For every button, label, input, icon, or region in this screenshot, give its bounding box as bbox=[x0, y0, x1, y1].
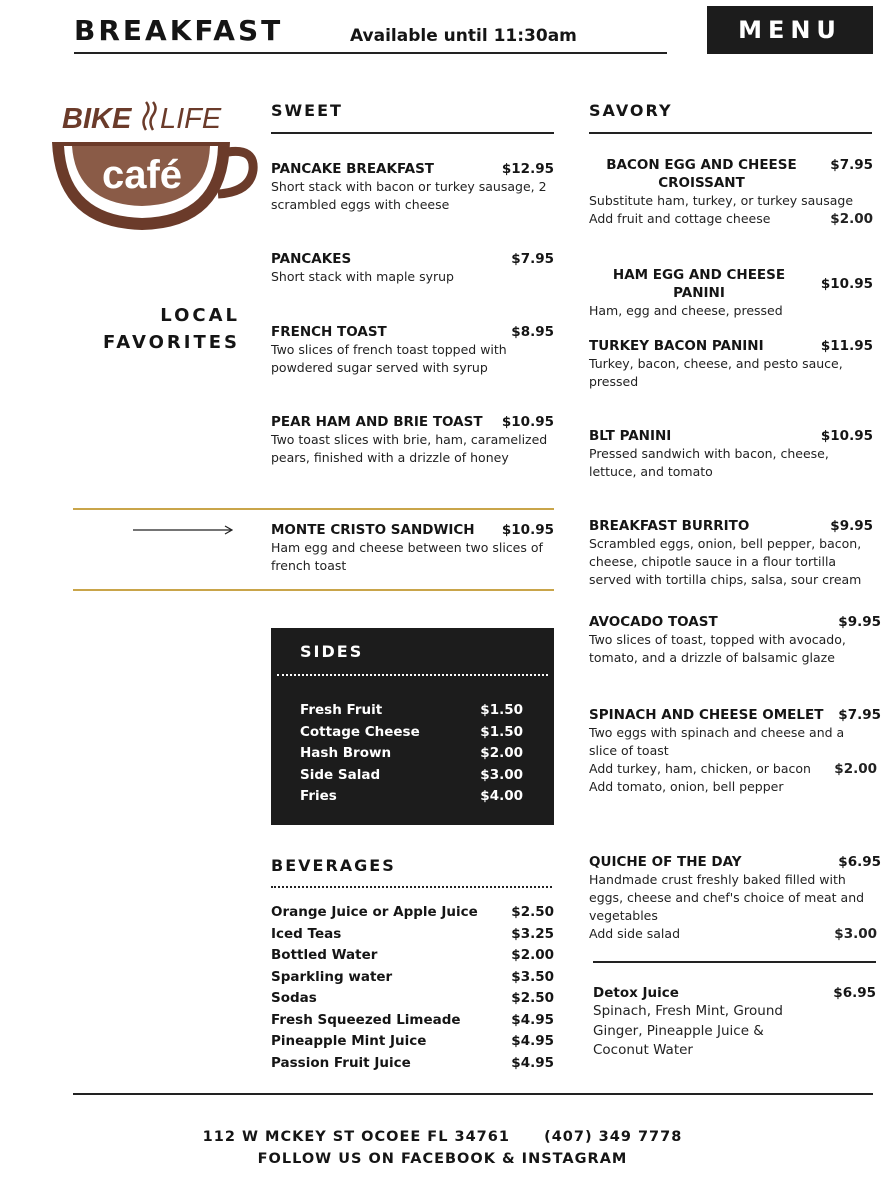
savory-heading: SAVORY bbox=[589, 101, 673, 120]
phone: (407) 349 7778 bbox=[544, 1129, 683, 1145]
savory-divider bbox=[589, 132, 872, 134]
sides-panel bbox=[271, 628, 554, 825]
menu-item: BACON EGG AND CHEESE CROISSANT $7.95 Substitute ham, turkey, or turkey sausage Add fruit and cottage cheese $2.00 bbox=[589, 157, 873, 227]
list-item: Bottled Water $2.00 bbox=[271, 947, 554, 963]
list-item: Passion Fruit Juice $4.95 bbox=[271, 1054, 554, 1071]
menu-item: PANCAKES $7.95 Short stack with maple syrup bbox=[271, 251, 554, 284]
steam-icon bbox=[144, 102, 149, 130]
menu-item: SPINACH AND CHEESE OMELET $7.95 Two eggs with spinach and cheese and a slice of toast Add turkey, ham, chicken, or bacon $2.00 Add tomato, onion, bell pepper bbox=[589, 707, 881, 794]
logo-bike-text: BIKE bbox=[62, 103, 132, 135]
menu-item: Detox Juice $6.95 Spinach, Fresh Mint, Ground Ginger, Pineapple Juice & Coconut Water bbox=[593, 985, 876, 1058]
address: 112 W MCKEY ST OCOEE FL 34761 bbox=[202, 1129, 510, 1145]
detox-divider bbox=[593, 961, 876, 963]
list-item: Iced Teas $3.25 bbox=[271, 925, 554, 942]
menu-item: BREAKFAST BURRITO $9.95 Scrambled eggs, onion, bell pepper, bacon, cheese, chipotle sauce in a flour tortilla served with tortilla chips, salsa, sour cream bbox=[589, 518, 873, 587]
sides-heading: SIDES bbox=[300, 642, 364, 661]
bike-life-cafe-logo bbox=[50, 100, 260, 235]
list-item: Hash Brown $2.00 bbox=[300, 745, 523, 761]
list-item: Fresh Fruit $1.50 bbox=[300, 702, 523, 718]
list-item: Fresh Squeezed Limeade $4.95 bbox=[271, 1011, 554, 1028]
featured-divider-top bbox=[73, 508, 554, 510]
availability-note: Available until 11:30am bbox=[350, 26, 577, 46]
menu-badge: MENU bbox=[707, 6, 873, 54]
logo-cafe-text: café bbox=[101, 153, 183, 197]
list-item: Orange Juice or Apple Juice $2.50 bbox=[271, 904, 554, 920]
header-divider bbox=[74, 52, 667, 54]
local-favorites-label: LOCAL FAVORITES bbox=[103, 305, 240, 353]
beverages-list bbox=[271, 902, 554, 1074]
menu-item: BLT PANINI $10.95 Pressed sandwich with bacon, cheese, lettuce, and tomato bbox=[589, 428, 873, 479]
menu-item: HAM EGG AND CHEESE PANINI $10.95 Ham, egg and cheese, pressed bbox=[589, 267, 873, 318]
menu-item: AVOCADO TOAST $9.95 Two slices of toast, topped with avocado, tomato, and a drizzle of balsamic glaze bbox=[589, 614, 881, 665]
featured-divider-bottom bbox=[73, 589, 554, 591]
sweet-divider bbox=[271, 132, 554, 134]
social-follow: FOLLOW US ON FACEBOOK & INSTAGRAM bbox=[257, 1151, 628, 1167]
list-item: Cottage Cheese $1.50 bbox=[300, 723, 523, 740]
menu-item: PEAR HAM AND BRIE TOAST $10.95 Two toast slices with brie, ham, caramelized pears, finished with a drizzle of honey bbox=[271, 414, 554, 465]
menu-item: TURKEY BACON PANINI $11.95 Turkey, bacon, cheese, and pesto sauce, pressed bbox=[589, 338, 873, 389]
menu-item: QUICHE OF THE DAY $6.95 Handmade crust freshly baked filled with eggs, cheese and chef's choice of meat and vegetables Add side salad $3.00 bbox=[589, 854, 881, 942]
sweet-heading: SWEET bbox=[271, 101, 343, 120]
list-item: Side Salad $3.00 bbox=[300, 766, 523, 783]
list-item: Sodas $2.50 bbox=[271, 990, 554, 1006]
menu-item: FRENCH TOAST $8.95 Two slices of french toast topped with powdered sugar served with syrup bbox=[271, 324, 554, 375]
menu-section-title: BREAKFAST bbox=[74, 14, 284, 47]
menu-item: PANCAKE BREAKFAST $12.95 Short stack with bacon or turkey sausage, 2 scrambled eggs with cheese bbox=[271, 161, 554, 212]
featured-menu-item: MONTE CRISTO SANDWICH $10.95 Ham egg and cheese between two slices of french toast bbox=[271, 522, 554, 573]
logo-life-text: LIFE bbox=[160, 103, 222, 135]
arrow-right-icon bbox=[133, 524, 233, 536]
beverages-heading: BEVERAGES bbox=[271, 856, 396, 875]
footer-divider bbox=[73, 1093, 873, 1095]
list-item: Fries $4.00 bbox=[300, 788, 523, 804]
list-item: Sparkling water $3.50 bbox=[271, 968, 554, 985]
list-item: Pineapple Mint Juice $4.95 bbox=[271, 1033, 554, 1049]
beverages-divider bbox=[271, 886, 552, 888]
contact-line bbox=[0, 1129, 885, 1145]
